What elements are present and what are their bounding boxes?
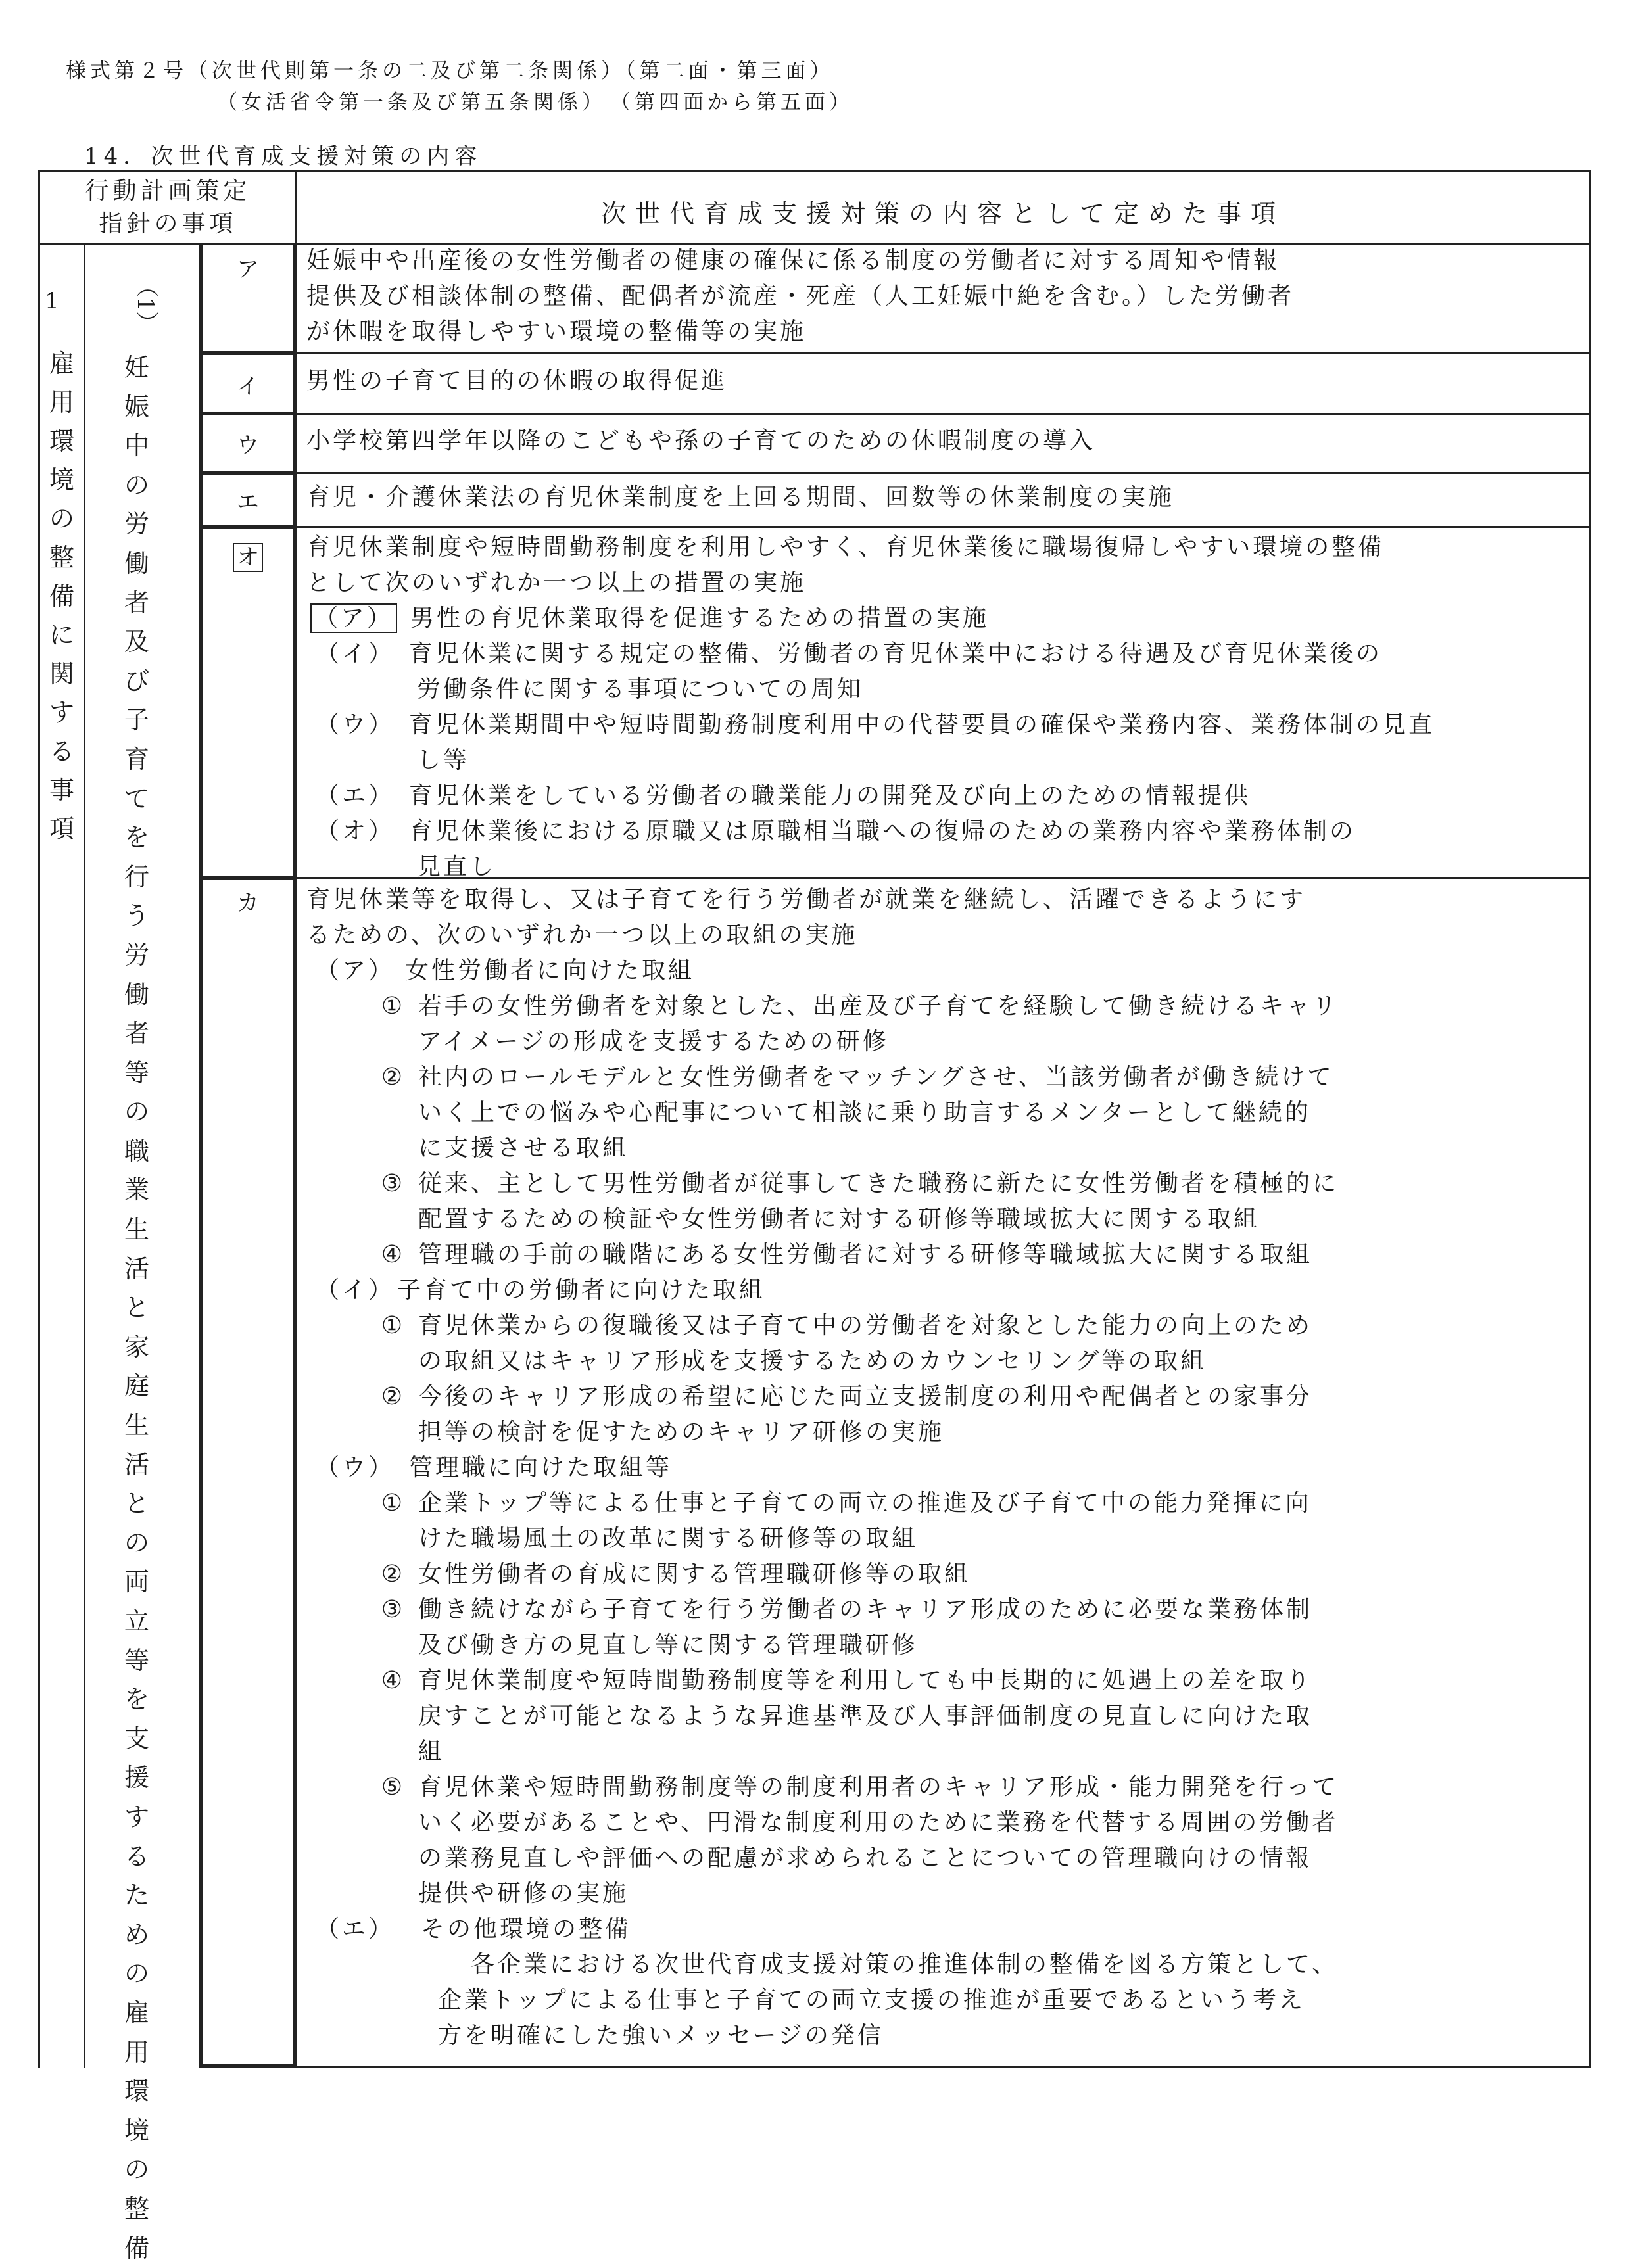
row-u-content: 小学校第四学年以降のこどもや孫の子育てのための休暇制度の導入 xyxy=(306,427,1096,454)
o-item-u: （ウ） 育児休業期間中や短時間勤務制度利用中の代替要員の確保や業務内容、業務体制の見直 xyxy=(316,711,1435,738)
category-text: 雇用環境の整備に関する事項 xyxy=(49,349,74,843)
form-number-line: 様式第２号（次世代則第一条の二及び第二条関係）（第二面・第三面） xyxy=(66,59,834,83)
form-ministry-line: （女活省令第一条及び第五条関係） （第四面から第五面） xyxy=(217,91,853,114)
row-o-content: 育児休業制度や短時間勤務制度を利用しやすく、育児休業後に職場復帰しやすい環境の整備 として次のいずれか一つ以上の措置の実施 （ア） 男性の育児休業取得を促進するための措置の実施 （イ） 育児休業に関する規定の整備、労働者の育児休業中における待遇及び育児休業後の 労働条件に関する事項についての周知 （ウ） 育児休業期間中や短時間勤務制度利用中の代替要員の確保や業務内容、業務体制の見直 し等 （エ） 育児休業をしている労働者の職業能力の開発及び向上のための情報提供 （オ） 育児休業後における原職又は原職相当職への復帰のための業務内容や業務体制の 見直し xyxy=(306,530,1582,885)
o-item-o: （オ） 育児休業後における原職又は原職相当職への復帰のための業務内容や業務体制の xyxy=(316,818,1356,845)
measures-table xyxy=(38,170,1591,2263)
o-item-a: （ア） 男性の育児休業取得を促進するための措置の実施 xyxy=(306,601,1582,636)
row-e-content: 育児・介護休業法の育児休業制度を上回る期間、回数等の休業制度の実施 xyxy=(306,484,1175,511)
category-number: 1 xyxy=(45,288,59,314)
sub-number: （1） xyxy=(132,275,158,334)
ka-group-e-title: （エ） その他環境の整備 xyxy=(316,1916,632,1943)
header-guideline-line2: 指針の事項 xyxy=(99,210,237,237)
row-i-content: 男性の子育て目的の休暇の取得促進 xyxy=(306,367,728,394)
o-item-i: （イ） 育児休業に関する規定の整備、労働者の育児休業中における待遇及び育児休業後の xyxy=(316,640,1383,667)
ka-group-u-title: （ウ） 管理職に向けた取組等 xyxy=(316,1454,673,1481)
section-title: 14．次世代育成支援対策の内容 xyxy=(84,143,483,170)
row-label-e: エ xyxy=(237,489,259,515)
header-content-cell: 次世代育成支援対策の内容として定めた事項 xyxy=(600,199,1285,228)
header-guideline-cell xyxy=(41,175,295,241)
ka-group-i-title: （イ） 子育て中の労働者に向けた取組 xyxy=(316,1277,766,1304)
sub-text: 妊娠中の労働者及び子育てを行う労働者等の職業生活と家庭生活との両立等を支援するための雇用環境の整備 xyxy=(124,353,149,2263)
row-label-o xyxy=(201,539,295,571)
o-item-e: （エ） 育児休業をしている労働者の職業能力の開発及び向上のための情報提供 xyxy=(316,782,1251,809)
row-label-o-box: オ xyxy=(233,543,263,572)
row-label-u: ウ xyxy=(237,433,259,459)
row-label-i: イ xyxy=(237,373,259,400)
row-label-a: ア xyxy=(237,256,259,283)
row-label-ka: カ xyxy=(237,890,259,916)
ka-group-a-title: （ア） 女性労働者に向けた取組 xyxy=(316,957,695,984)
header-guideline-line1: 行動計画策定 xyxy=(85,177,251,204)
row-ka-content: 育児休業等を取得し、又は子育てを行う労働者が就業を継続し、活躍できるようにす るための、次のいずれか一つ以上の取組の実施 （ア） 女性労働者に向けた取組 ① 若手の女性労働者を対象とした、出産及び子育てを経験して働き続けるキャリ アイメージの形成を支援するための研修 ② 社内のロールモデルと女性労働者をマッチングさせ、当該労働者が働き続けて いく上での悩みや心配事について相談に乗り助言するメンターとして継続的 に支援させる取組 ③ 従来、主として男性労働者が従事してきた職務に新たに女性労働者を積極的に 配置するための検証や女性労働者に対する研修等職域拡大に関する取組 ④ 管理職の手前の職階にある女性労働者に対する研修等職域拡大に関する取組 （イ） 子育て中の労働者に向けた取組 ① 育児休業からの復職後又は子育て中の労働者を対象とした能力の向上のため の取組又はキャリア形成を支援するためのカウンセリング等の取組 ② 今後のキャリア形成の希望に応じた両立支援制度の利用や配偶者との家事分 担等の検討を促すためのキャリア研修の実施 （ウ） 管理職に向けた取組等 ① 企業トップ等による仕事と子育ての両立の推進及び子育て中の能力発揮に向 けた職場風土の改革に関する研修等の取組 ② 女性労働者の育成に関する管理職研修等の取組 ③ 働き続けながら子育てを行う労働者のキャリア形成のために必要な業務体制 及び働き方の見直し等に関する管理職研修 ④ 育児休業制度や短時間勤務制度等を利用しても中長期的に処遇上の差を取り 戻すことが可能となるような昇進基準及び人事評価制度の見直しに向けた取 組 ⑤ 育児休業や短時間勤務制度等の制度利用者のキャリア形成・能力開発を行って いく必要があることや、円滑な制度利用のために業務を代替する周囲の労働者 の業務見直しや評価への配慮が求められることについての管理職向けの情報 提供や研修の実施 （エ） その他環境の整備 各企業における次世代育成支援対策の推進体制の整備を図る方策として、 企業トップによる仕事と子育ての両立支援の推進が重要であるという考え 方を明確にした強いメッセージの発信 xyxy=(306,882,1582,2054)
row-a-content: 妊娠中や出産後の女性労働者の健康の確保に係る制度の労働者に対する周知や情報 提供及び相談体制の整備、配偶者が流産・死産（人工妊娠中絶を含む。）した労働者 が休暇を取得しやすい環境の整備等の実施 xyxy=(306,247,1295,345)
